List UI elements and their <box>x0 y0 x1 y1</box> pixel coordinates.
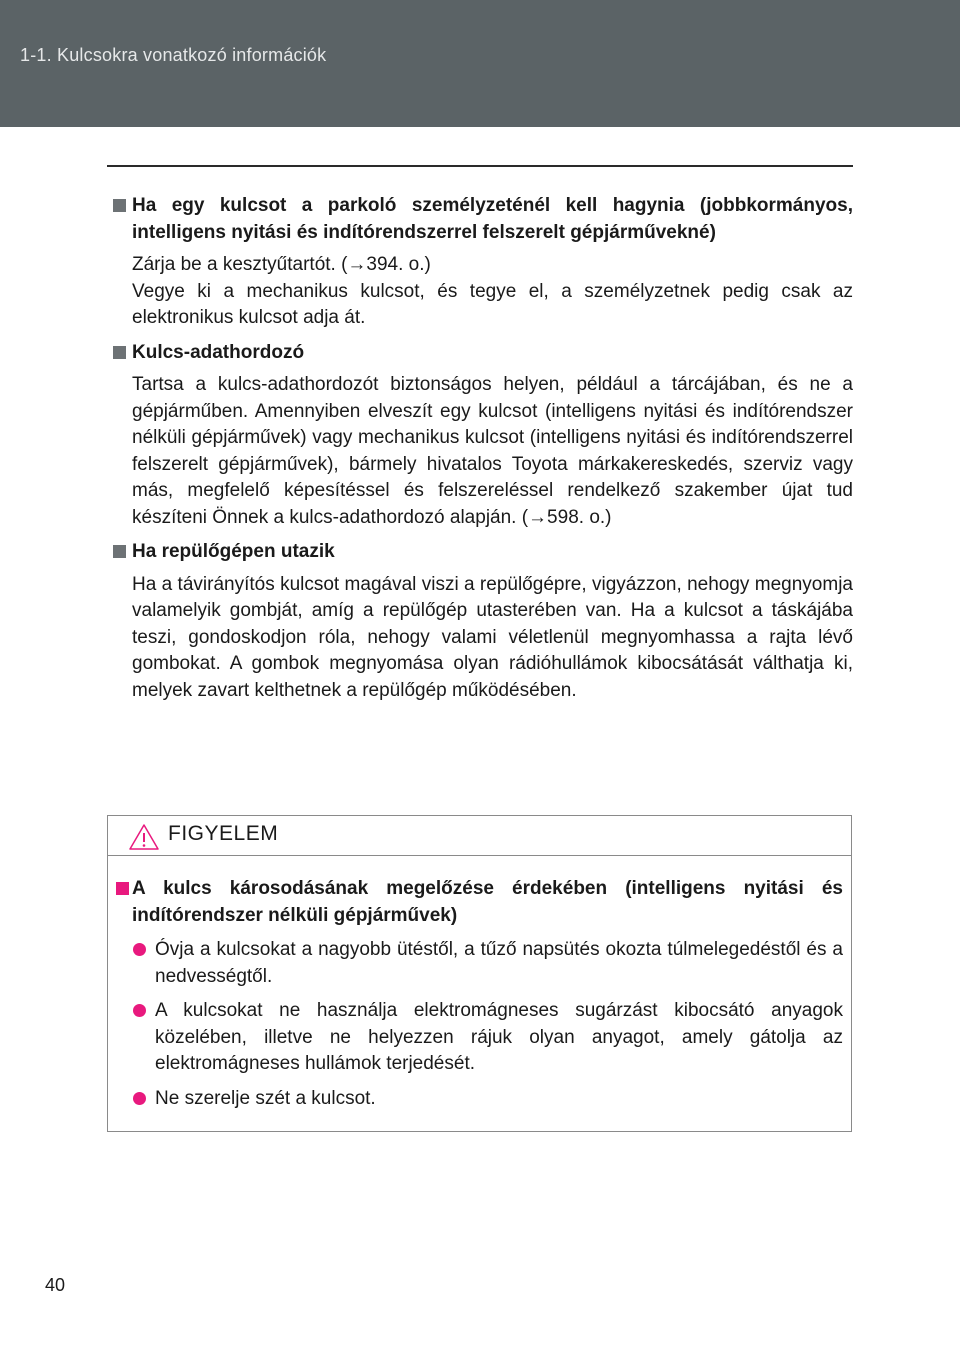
page-header <box>0 0 960 127</box>
caution-heading: A kulcs károsodásának megelőzése érdekében (intelligens nyitási és indítórendszer nélküli gépjárművek) <box>117 876 843 929</box>
section-key-data <box>107 340 853 532</box>
caution-item: Ne szerelje szét a kulcsot. <box>117 1086 843 1113</box>
square-bullet-icon <box>113 199 126 212</box>
caution-box <box>107 815 852 1132</box>
caution-item: Óvja a kulcsokat a nagyobb ütéstől, a tűző napsütés okozta túlmelegedéstől és a nedvességtől. <box>117 937 843 990</box>
section-body <box>107 572 853 705</box>
section-heading: Ha egy kulcsot a parkoló személyzeténél kell hagynia (jobbkormányos, intelligens nyitási és indítórendszerrel felszerelt gépjárművekné) <box>107 193 853 246</box>
dot-bullet-icon <box>133 1004 146 1017</box>
paragraph: Ha a távirányítós kulcsot magával viszi a repülőgépre, vigyázzon, nehogy megnyomja valamelyik gombját, amíg a repülőgép utasterében van. Ha a kulcsot a táskájába teszi, gondoskodjon róla, nehogy valami véletlenül megnyomhassa a rajta lévő gombokat. A gombok megnyomása olyan rádióhullámok kibocsátását válthatja ki, melyek zavart kelthetnek a repülőgép működésében. <box>132 573 853 701</box>
caution-header <box>108 816 851 856</box>
square-bullet-icon <box>113 346 126 359</box>
paragraph: Tartsa a kulcs-adathordozót biztonságos helyen, például a tárcájában, és ne a gépjárműben. Amennyiben elveszít egy kulcsot (intelligens nyitási és indítórendszer nélküli gépjárművek) vagy mechanikus kulcsot (intelligens nyitási és indítórendszerrel felszerelt gépjárművek), bármely hivatalos Toyota márkakereskedés, szerviz vagy más, megfelelő képesítéssel és felszereléssel rendelkező szakember újat tud készíteni Önnek a kulcs-adathordozó alapján. (→598. o.) <box>132 374 853 528</box>
dot-bullet-icon <box>133 943 146 956</box>
paragraph: Vegye ki a mechanikus kulcsot, és tegye el, a személyzetnek pedig csak az elektronikus kulcsot adja át. <box>132 280 853 328</box>
caution-item: A kulcsokat ne használja elektromágneses sugárzást kibocsátó anyagok közelében, illetve ne helyezzen rájuk olyan anyagot, amely gátolja az elektromágneses hullámok terjedését. <box>117 998 843 1078</box>
caution-title: FIGYELEM <box>168 822 279 845</box>
square-bullet-icon <box>113 545 126 558</box>
dot-bullet-icon <box>133 1092 146 1105</box>
warning-triangle-icon <box>128 823 160 851</box>
divider <box>107 165 853 167</box>
section-airplane <box>107 539 853 704</box>
section-body <box>107 252 853 332</box>
paragraph: Zárja be a kesztyűtartót. (→394. o.) <box>132 254 431 275</box>
section-title: 1-1. Kulcsokra vonatkozó információk <box>20 45 327 65</box>
page-number: 40 <box>45 1275 66 1295</box>
main-content <box>107 193 853 712</box>
section-body <box>107 372 853 531</box>
square-bullet-icon <box>116 882 129 895</box>
caution-body <box>108 856 851 1112</box>
section-heading: Ha repülőgépen utazik <box>107 539 853 566</box>
section-heading: Kulcs-adathordozó <box>107 340 853 367</box>
section-valet <box>107 193 853 332</box>
